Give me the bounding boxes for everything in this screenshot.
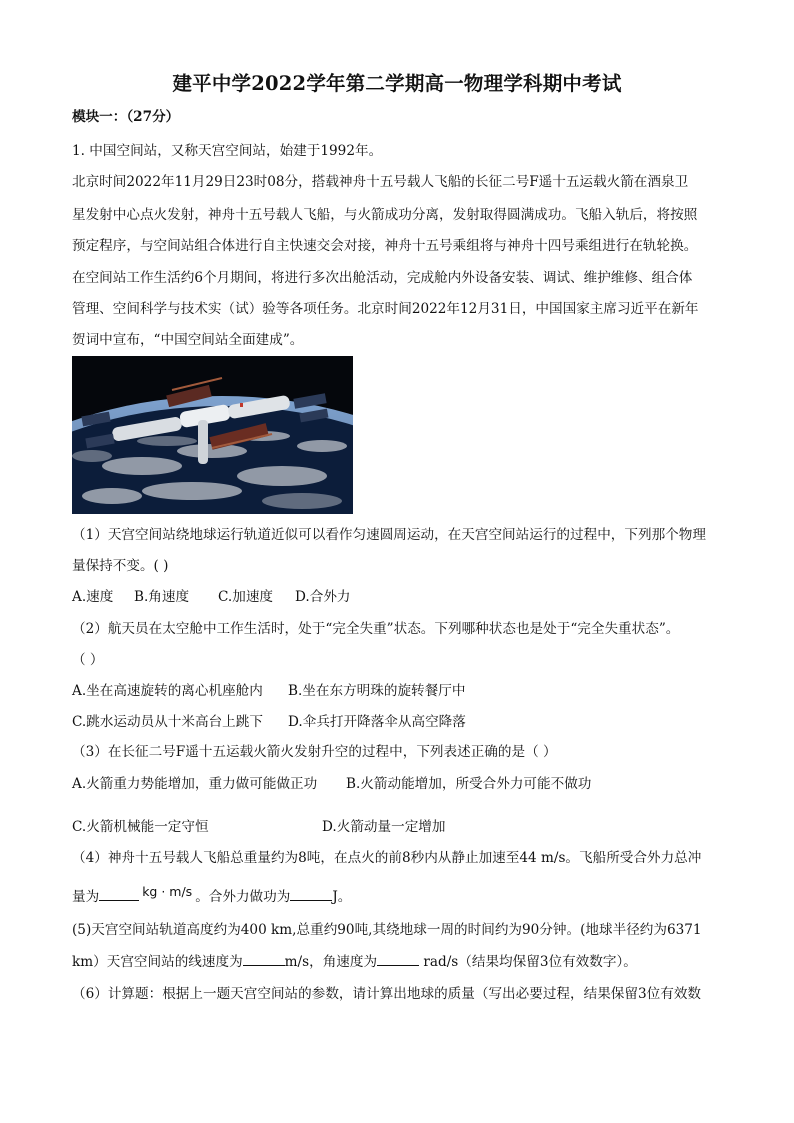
sub-question-6-line: （6）计算题：根据上一题天宫空间站的参数，请计算出地球的质量（写出必要过程，结果保留3位有效数 [72, 986, 702, 1002]
sub-question-4-text-b: 。合外力做功为 [195, 889, 291, 905]
intro-line-3: 预定程序，与空间站组合体进行自主快速交会对接，神舟十五号乘组将与神舟十四号乘组进行在轨轮换。 [72, 238, 698, 254]
sub-question-2-option-a[interactable]: A.坐在高速旋转的离心机座舱内 [72, 683, 263, 699]
sub-question-4-text-c: J。 [332, 889, 352, 905]
sub-question-1-line-1: （1）天宫空间站绕地球运行轨道近似可以看作匀速圆周运动，在天宫空间站运行的过程中，下列那个物理 [72, 527, 706, 543]
module-heading: 模块一：（27分） [72, 109, 180, 125]
sub-question-3-option-c[interactable]: C.火箭机械能一定守恒 [72, 819, 209, 835]
sub-question-4-line-2 [72, 884, 352, 906]
sub-question-3-line: （3）在长征二号F遥十五运载火箭火发射升空的过程中，下列表述正确的是（ ） [72, 744, 557, 760]
sub-question-5-line-1: (5)天宫空间站轨道高度约为400 km,总重约90吨,其绕地球一周的时间约为90分钟。(地球半径约为6371 [72, 922, 702, 938]
sub-question-1-line-2: 量保持不变。( ) [72, 558, 169, 574]
space-station-photo [72, 356, 353, 514]
sub-question-2-line-2: （ ） [72, 652, 104, 668]
sub-question-3-option-a[interactable]: A.火箭重力势能增加，重力做可能做正功 [72, 776, 318, 792]
sub-question-5-line-2 [72, 953, 637, 971]
linear-velocity-answer-blank[interactable] [243, 953, 285, 966]
sub-question-2-option-c[interactable]: C.跳水运动员从十米高台上跳下 [72, 714, 263, 730]
intro-line-2: 星发射中心点火发射，神舟十五号载人飞船，与火箭成功分离，发射取得圆满成功。飞船入轨后，将按照 [72, 207, 698, 223]
sub-question-4-line-1: （4）神舟十五号载人飞船总重量约为8吨，在点火的前8秒内从静止加速至44 m/s。飞船所受合外力总冲 [72, 850, 702, 866]
sub-question-5-text-a: km）天宫空间站的线速度为 [72, 954, 243, 970]
sub-question-5-text-b: m/s，角速度为 [284, 954, 378, 970]
impulse-unit: kg · m/s [142, 884, 193, 899]
impulse-answer-blank[interactable] [99, 888, 139, 901]
sub-question-1-option-d[interactable]: D.合外力 [295, 589, 351, 605]
angular-velocity-answer-blank[interactable] [377, 953, 419, 966]
intro-line-4: 在空间站工作生活约6个月期间，将进行多次出舱活动，完成舱内外设备安装、调试、维护维修、组合体 [72, 270, 693, 286]
sub-question-1-option-a[interactable]: A.速度 [72, 589, 114, 605]
sub-question-4-text-a: 量为 [72, 889, 100, 905]
sub-question-2-option-d[interactable]: D.伞兵打开降落伞从高空降落 [288, 714, 466, 730]
sub-question-3-option-b[interactable]: B.火箭动能增加，所受合外力可能不做功 [346, 776, 592, 792]
sub-question-2-line-1: （2）航天员在太空舱中工作生活时，处于“完全失重”状态。下列哪种状态也是处于“完全失重状态”。 [72, 621, 680, 637]
intro-line-6: 贺词中宣布，“中国空间站全面建成”。 [72, 332, 304, 348]
question-1-heading: 1. 中国空间站，又称天宫空间站，始建于1992年。 [72, 143, 383, 159]
sub-question-2-option-b[interactable]: B.坐在东方明珠的旋转餐厅中 [288, 683, 466, 699]
sub-question-1-option-b[interactable]: B.角速度 [134, 589, 190, 605]
space-station-icon [72, 356, 353, 514]
page-title: 建平中学2022学年第二学期高一物理学科期中考试 [172, 72, 622, 95]
sub-question-3-option-d[interactable]: D.火箭动量一定增加 [322, 819, 446, 835]
intro-line-1: 北京时间2022年11月29日23时08分，搭载神舟十五号载人飞船的长征二号F遥十五运载火箭在酒泉卫 [72, 174, 689, 190]
work-answer-blank[interactable] [290, 888, 332, 901]
sub-question-1-option-c[interactable]: C.加速度 [218, 589, 274, 605]
sub-question-5-text-c: rad/s（结果均保留3位有效数字）。 [419, 954, 637, 970]
intro-line-5: 管理、空间科学与技术实（试）验等各项任务。北京时间2022年12月31日，中国国家主席习近平在新年 [72, 301, 699, 317]
